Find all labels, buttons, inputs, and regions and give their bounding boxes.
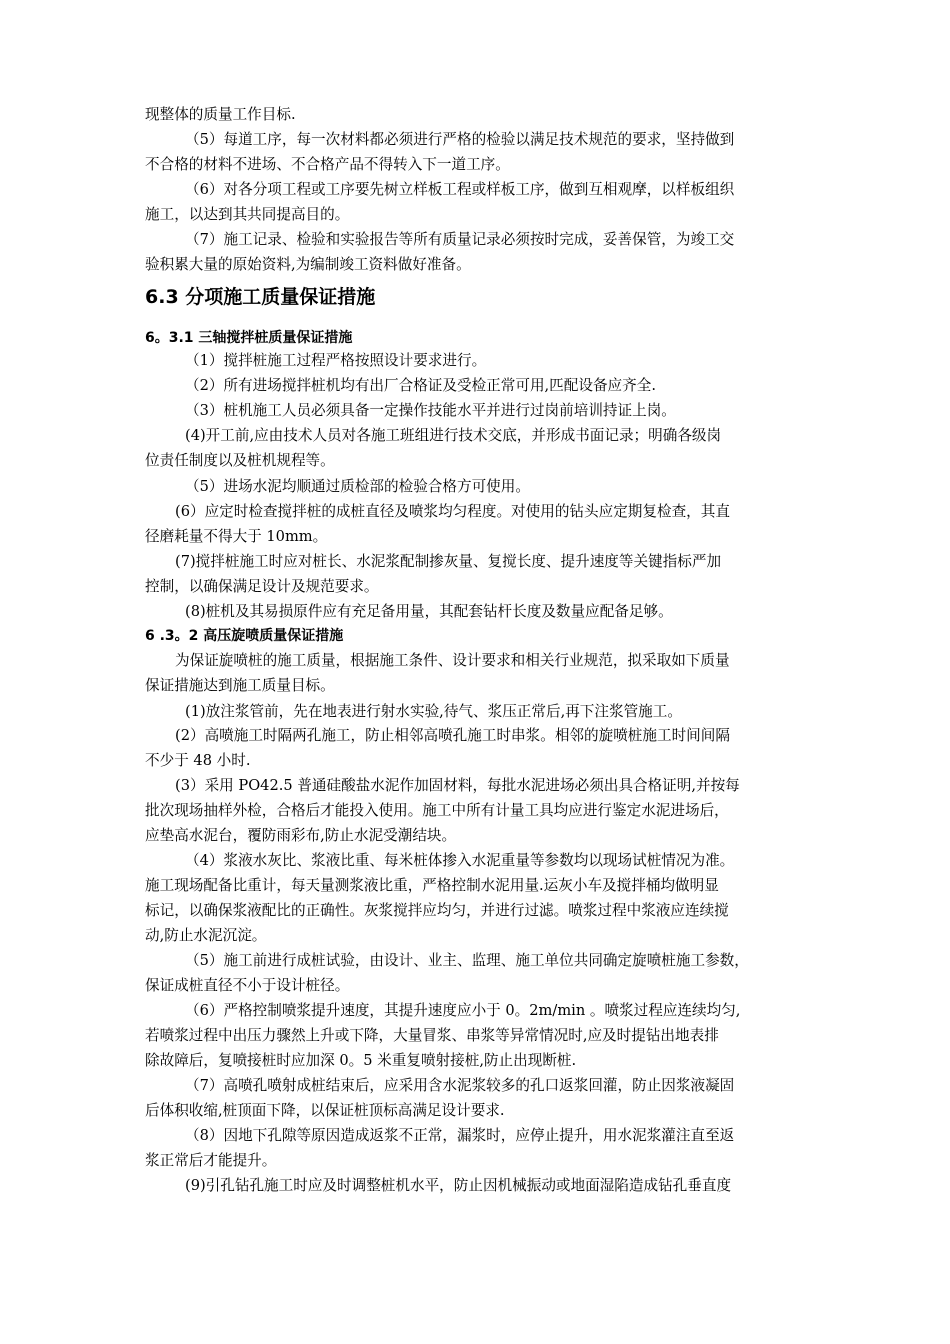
paragraph-line: 保证措施达到施工质量目标。 <box>145 677 335 694</box>
intro-line: （6）对各分项工程或工序要先树立样板工程或样板工序，做到互相观摩，以样板组织 <box>185 181 735 198</box>
paragraph-line: （2）所有进场搅拌桩机均有出厂合格证及受检正常可用,匹配设备应齐全. <box>185 377 656 394</box>
paragraph-line: (3）采用 PO42.5 普通硅酸盐水泥作加固材料，每批水泥进场必须出具合格证明,并按每 <box>175 777 740 794</box>
paragraph-line: 标记，以确保浆液配比的正确性。灰浆搅拌应均匀，并进行过滤。喷浆过程中浆液应连续搅 <box>145 902 729 919</box>
paragraph-line: （6）严格控制喷浆提升速度，其提升速度应小于 0。2m/min 。喷浆过程应连续均匀, <box>185 1002 741 1019</box>
paragraph-line: 应垫高水泥台，覆防雨彩布,防止水泥受潮结块。 <box>145 827 457 844</box>
paragraph-line: （8）因地下孔隙等原因造成返浆不正常，漏浆时，应停止提升，用水泥浆灌注直至返 <box>185 1127 735 1144</box>
paragraph-line: 浆正常后才能提升。 <box>145 1152 277 1169</box>
paragraph-line: 位责任制度以及桩机规程等。 <box>145 452 335 469</box>
paragraph-line: 后体积收缩,桩顶面下降，以保证桩顶标高满足设计要求. <box>145 1102 505 1119</box>
paragraph-line: (4)开工前,应由技术人员对各施工班组进行技术交底，并形成书面记录；明确各级岗 <box>185 427 722 444</box>
paragraph-line: 控制，以确保满足设计及规范要求。 <box>145 578 379 595</box>
paragraph-line: (6）应定时检查搅拌桩的成桩直径及喷浆均匀程度。对使用的钻头应定期复检查，其直 <box>175 503 730 520</box>
intro-line: 不合格的材料不进场、不合格产品不得转入下一道工序。 <box>145 156 510 173</box>
paragraph-line: 动,防止水泥沉淀。 <box>145 927 267 944</box>
paragraph-line: （1）搅拌桩施工过程严格按照设计要求进行。 <box>185 352 487 369</box>
paragraph-line: 若喷浆过程中出压力骤然上升或下降，大量冒浆、串浆等异常情况时,应及时提钻出地表排 <box>145 1027 719 1044</box>
paragraph-line: 不少于 48 小时. <box>145 752 251 769</box>
paragraph-line: (1)放注浆管前，先在地表进行射水实验,待气、浆压正常后,再下注浆管施工。 <box>185 703 682 720</box>
section-heading: 6.3 分项施工质量保证措施 <box>145 286 376 308</box>
paragraph-line: 为保证旋喷桩的施工质量，根据施工条件、设计要求和相关行业规范，拟采取如下质量 <box>175 652 730 669</box>
paragraph-line: (2）高喷施工时隔两孔施工，防止相邻高喷孔施工时串浆。相邻的旋喷桩施工时间间隔 <box>175 727 730 744</box>
paragraph-line: (8)桩机及其易损原件应有充足备用量，其配套钻杆长度及数量应配备足够。 <box>185 603 673 620</box>
paragraph-line: （4）浆液水灰比、浆液比重、每米桩体掺入水泥重量等参数均以现场试桩情况为准。 <box>185 852 735 869</box>
paragraph-line: （3）桩机施工人员必须具备一定操作技能水平并进行过岗前培训持证上岗。 <box>185 402 676 419</box>
paragraph-line: （5）进场水泥均顺通过质检部的检验合格方可使用。 <box>185 478 530 495</box>
paragraph-line: 批次现场抽样外检，合格后才能投入使用。施工中所有计量工具均应进行鉴定水泥进场后， <box>145 802 729 819</box>
paragraph-line: （5）施工前进行成桩试验，由设计、业主、监理、施工单位共同确定旋喷桩施工参数， <box>185 952 749 969</box>
paragraph-line: 施工现场配备比重计，每天量测浆液比重，严格控制水泥用量.运灰小车及搅拌桶均做明显 <box>145 877 719 894</box>
intro-line: 验积累大量的原始资料,为编制竣工资料做好准备。 <box>145 256 471 273</box>
intro-line: （5）每道工序，每一次材料都必须进行严格的检验以满足技术规范的要求，坚持做到 <box>185 131 735 148</box>
paragraph-line: 保证成桩直径不小于设计桩径。 <box>145 977 350 994</box>
paragraph-line: （7）高喷孔喷射成桩结束后，应采用含水泥浆较多的孔口返浆回灌，防止因浆液凝固 <box>185 1077 735 1094</box>
subsection-heading: 6 .3。2 高压旋喷质量保证措施 <box>145 628 344 644</box>
subsection-heading: 6。3.1 三轴搅拌桩质量保证措施 <box>145 330 353 346</box>
paragraph-line: (9)引孔钻孔施工时应及时调整桩机水平，防止因机械振动或地面湿陷造成钻孔垂直度 <box>185 1177 732 1194</box>
paragraph-line: 径磨耗量不得大于 10mm。 <box>145 528 328 545</box>
intro-line: 施工，以达到其共同提高目的。 <box>145 206 350 223</box>
intro-line: （7）施工记录、检验和实验报告等所有质量记录必须按时完成，妥善保管，为竣工交 <box>185 231 735 248</box>
intro-line: 现整体的质量工作目标. <box>145 106 296 123</box>
paragraph-line: (7)搅拌桩施工时应对桩长、水泥浆配制掺灰量、复搅长度、提升速度等关键指标严加 <box>175 553 722 570</box>
paragraph-line: 除故障后，复喷接桩时应加深 0。5 米重复喷射接桩,防止出现断桩. <box>145 1052 577 1069</box>
